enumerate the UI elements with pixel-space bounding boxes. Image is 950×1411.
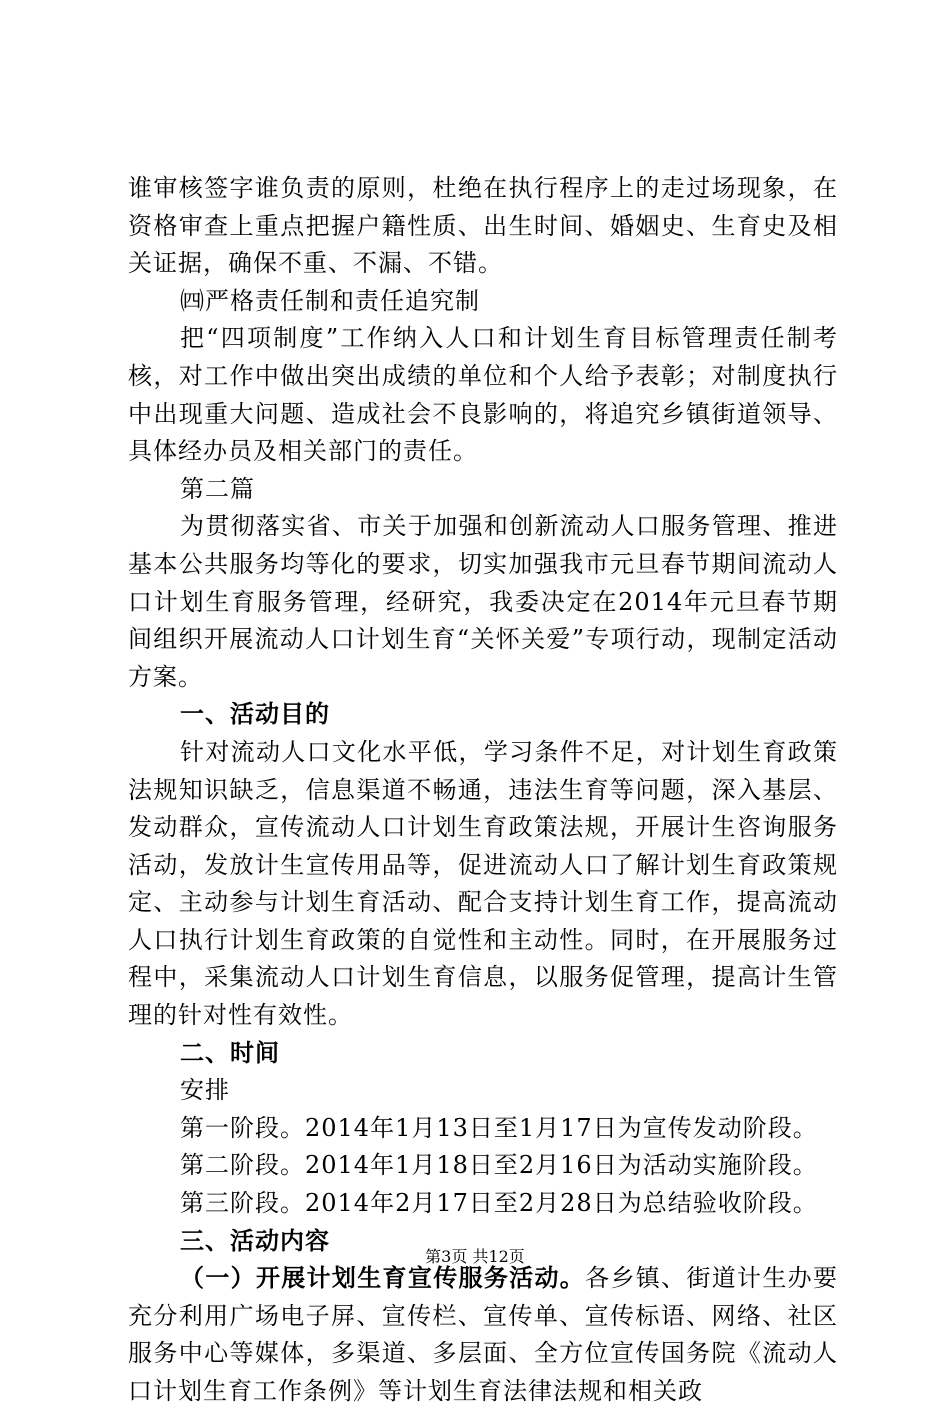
- paragraph-publicity: [128, 1260, 838, 1410]
- stage-three: 第三阶段。2014年2月17日至2月28日为总结验收阶段。: [180, 1189, 818, 1218]
- heading-time: 二、时间: [180, 1038, 280, 1067]
- stage-one: 第一阶段。2014年1月13日至1月17日为宣传发动阶段。: [180, 1113, 818, 1142]
- section-subheading-4: ㈣严格责任制和责任追究制: [180, 286, 480, 315]
- page-footer: 第3页 共12页: [425, 1247, 525, 1266]
- chapter-heading: 第二篇: [180, 474, 255, 503]
- paragraph-continued: 谁审核签字谁负责的原则，杜绝在执行程序上的走过场现象，在资格审查上重点把握户籍性质、出生时间、婚姻史、生育史及相关证据，确保不重、不漏、不错。: [128, 174, 838, 278]
- heading-activity-purpose: 一、活动目的: [180, 700, 330, 729]
- document-body: [128, 170, 838, 1411]
- publicity-lead: （一）开展计划生育宣传服务活动。: [180, 1264, 586, 1293]
- stage-two: 第二阶段。2014年1月18日至2月16日为活动实施阶段。: [180, 1151, 818, 1180]
- heading-activity-content: 三、活动内容: [180, 1226, 330, 1255]
- paragraph-responsibility: 把“四项制度”工作纳入人口和计划生育目标管理责任制考核，对工作中做出突出成绩的单位和个人给予表彰；对制度执行中出现重大问题、造成社会不良影响的，将追究乡镇街道领导、具体经办员及相关部门的责任。: [128, 324, 838, 466]
- paragraph-intro: 为贯彻落实省、市关于加强和创新流动人口服务管理、推进基本公共服务均等化的要求，切实加强我市元旦春节期间流动人口计划生育服务管理，经研究，我委决定在2014年元旦春节期间组织开展流动人口计划生育“关怀关爱”专项行动，现制定活动方案。: [128, 512, 838, 691]
- paragraph-purpose: 针对流动人口文化水平低，学习条件不足，对计划生育政策法规知识缺乏，信息渠道不畅通，违法生育等问题，深入基层、发动群众，宣传流动人口计划生育政策法规，开展计生咨询服务活动，发放计生宣传用品等，促进流动人口了解计划生育政策规定、主动参与计划生育活动、配合支持计划生育工作，提高流动人口执行计划生育政策的自觉性和主动性。同时，在开展服务过程中，采集流动人口计划生育信息，以服务促管理，提高计生管理的针对性有效性。: [128, 737, 838, 1030]
- publicity-body: 各乡镇、街道计生办要充分利用广场电子屏、宣传栏、宣传单、宣传标语、网络、社区服务中心等媒体，多渠道、多层面、全方位宣传国务院《流动人口计划生育工作条例》等计划生育法律法规和相关政: [128, 1264, 839, 1405]
- paragraph-arrangement: 安排: [180, 1076, 230, 1105]
